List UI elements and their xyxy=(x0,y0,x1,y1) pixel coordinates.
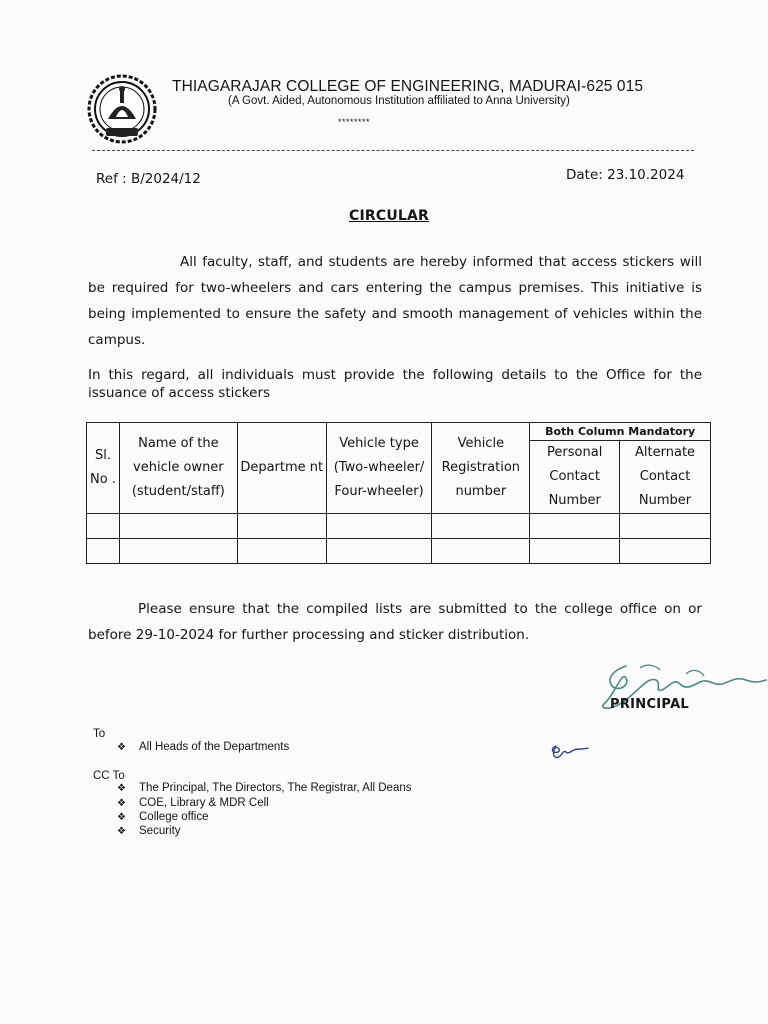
table-cell xyxy=(530,514,620,539)
college-logo xyxy=(86,73,158,145)
list-item-text: Security xyxy=(139,825,181,837)
instruction-paragraph: In this regard, all individuals must provide the following details to the Office for the issuance of access stickers xyxy=(88,367,702,401)
list-item-text: College office xyxy=(139,811,209,823)
college-name: THIAGARAJAR COLLEGE OF ENGINEERING, MADURAI-625 015 xyxy=(172,78,644,95)
list-item xyxy=(117,797,269,809)
table-cell xyxy=(87,539,120,564)
bullet-icon: ❖ xyxy=(117,783,126,794)
deadline-paragraph: Please ensure that the compiled lists are submitted to the college office on or before 29-10-2024 for further processing and sticker distribution. xyxy=(88,601,702,643)
table-cell xyxy=(432,539,530,564)
to-label: To xyxy=(93,728,106,740)
table-cell xyxy=(620,539,711,564)
table-row xyxy=(87,539,711,564)
handwritten-initials xyxy=(548,740,592,764)
signatory-title: PRINCIPAL xyxy=(610,697,690,712)
table-header-row xyxy=(87,423,711,441)
bullet-icon: ❖ xyxy=(117,826,126,837)
col-header-alternate-contact: Alternate Contact Number xyxy=(620,441,711,514)
list-item xyxy=(117,825,181,837)
table-cell xyxy=(87,514,120,539)
bullet-icon: ❖ xyxy=(117,742,126,753)
document-title: CIRCULAR xyxy=(349,208,430,224)
header-divider xyxy=(92,150,694,151)
bullet-icon: ❖ xyxy=(117,798,126,809)
list-item-text: The Principal, The Directors, The Registrar, All Deans xyxy=(139,782,412,794)
college-affiliation: (A Govt. Aided, Autonomous Institution affiliated to Anna University) xyxy=(228,95,570,107)
list-item xyxy=(117,811,209,823)
list-item xyxy=(117,782,412,794)
table-cell xyxy=(326,539,432,564)
table-cell xyxy=(326,514,432,539)
col-header-owner-name: Name of the vehicle owner (student/staff) xyxy=(119,423,237,514)
col-group-mandatory: Both Column Mandatory xyxy=(530,423,711,441)
table-cell xyxy=(620,514,711,539)
col-header-sl-no: Sl. No . xyxy=(87,423,120,514)
cc-label: CC To xyxy=(93,770,125,782)
vehicle-details-table xyxy=(86,422,711,564)
table-cell xyxy=(237,514,326,539)
header-separator: ******** xyxy=(338,117,371,127)
bullet-icon: ❖ xyxy=(117,812,126,823)
table-cell xyxy=(432,514,530,539)
col-header-personal-contact: Personal Contact Number xyxy=(530,441,620,514)
table-cell xyxy=(530,539,620,564)
table-cell xyxy=(119,514,237,539)
list-item xyxy=(117,741,290,753)
table-cell xyxy=(237,539,326,564)
circular-date: Date: 23.10.2024 xyxy=(566,167,685,183)
table-row xyxy=(87,514,711,539)
list-item-text: All Heads of the Departments xyxy=(139,741,290,753)
list-item-text: COE, Library & MDR Cell xyxy=(139,797,269,809)
reference-number: Ref : B/2024/12 xyxy=(96,171,201,187)
col-header-registration: Vehicle Registration number xyxy=(432,423,530,514)
col-header-department: Departme nt xyxy=(237,423,326,514)
table-cell xyxy=(119,539,237,564)
col-header-vehicle-type: Vehicle type (Two-wheeler/ Four-wheeler) xyxy=(326,423,432,514)
intro-paragraph: All faculty, staff, and students are hereby informed that access stickers will be required for two-wheelers and cars entering the campus premises. This initiative is being implemented to ensure the safety and smooth management of vehicles within the campus. xyxy=(88,254,702,348)
